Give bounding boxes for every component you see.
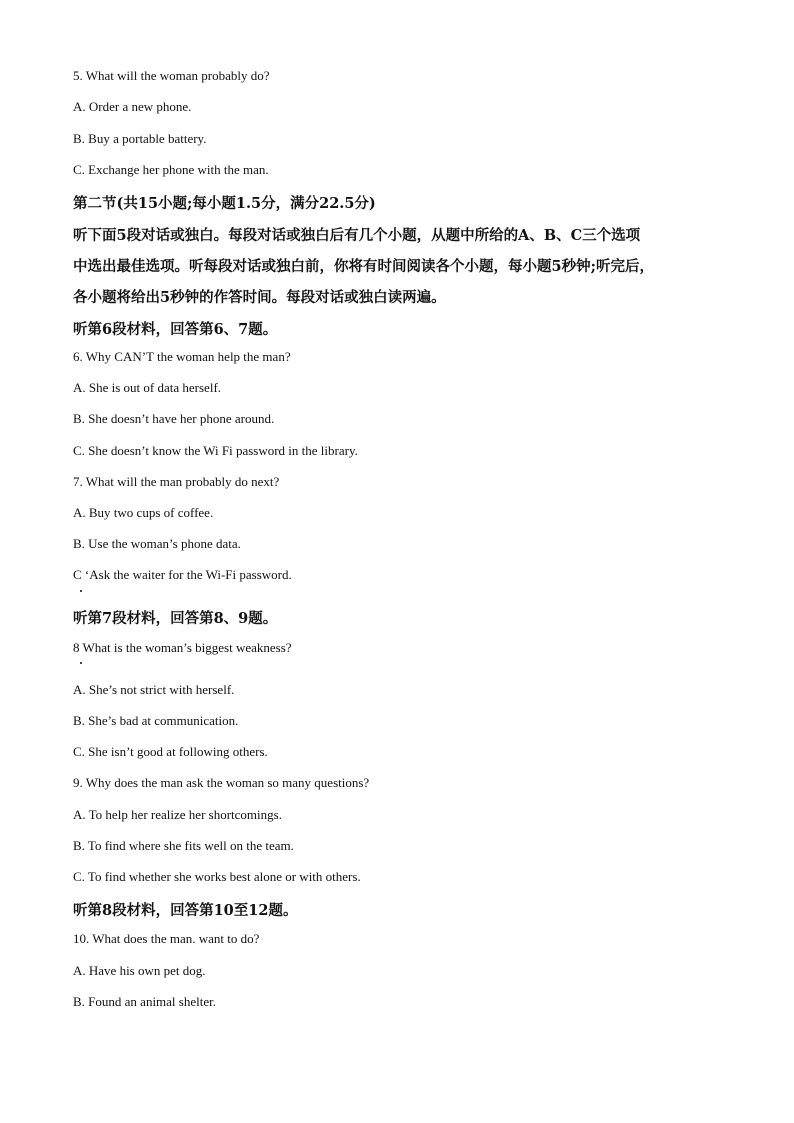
question-10: 10. What does the man. want to do?: [73, 931, 260, 946]
question-8-option-a: A. She’s not strict with herself.: [73, 682, 235, 697]
question-7: 7. What will the man probably do next?: [73, 474, 280, 489]
material-8-heading: 听第8段材料，回答第10至12题。: [73, 902, 298, 919]
question-5-option-a: A. Order a new phone.: [73, 99, 192, 114]
question-6-option-b: B. She doesn’t have her phone around.: [73, 411, 275, 426]
question-9-option-b: B. To find where she fits well on the team.: [73, 838, 294, 853]
question-8-option-c: C. She isn’t good at following others.: [73, 744, 268, 759]
stray-dot-mark: [80, 662, 82, 664]
question-9-option-c: C. To find whether she works best alone or with others.: [73, 869, 361, 884]
question-8-option-b: B. She’s bad at communication.: [73, 713, 239, 728]
question-5-option-b: B. Buy a portable battery.: [73, 131, 207, 146]
question-7-option-c: C ‘Ask the waiter for the Wi-Fi password.: [73, 567, 292, 582]
question-7-option-b: B. Use the woman’s phone data.: [73, 536, 241, 551]
question-7-option-a: A. Buy two cups of coffee.: [73, 505, 214, 520]
question-6-option-a: A. She is out of data herself.: [73, 380, 222, 395]
question-10-option-b: B. Found an animal shelter.: [73, 994, 216, 1009]
section-2-instructions-line-3: 各小题将给出5秒钟的作答时间。每段对话或独白读两遍。: [73, 289, 446, 306]
material-7-heading: 听第7段材料，回答第8、9题。: [73, 610, 278, 627]
section-2-title: 第二节(共15小题;每小题1.5分，满分22.5分): [73, 195, 376, 212]
section-2-instructions-line-1: 听下面5段对话或独白。每段对话或独白后有几个小题，从题中所给的A、B、C三个选项: [73, 227, 641, 244]
stray-dot-mark: [80, 590, 82, 592]
question-9-option-a: A. To help her realize her shortcomings.: [73, 807, 282, 822]
question-10-option-a: A. Have his own pet dog.: [73, 963, 206, 978]
question-8: 8 What is the woman’s biggest weakness?: [73, 640, 292, 655]
material-6-heading: 听第6段材料，回答第6、7题。: [73, 321, 278, 338]
question-6-option-c: C. She doesn’t know the Wi Fi password in the library.: [73, 443, 358, 458]
question-9: 9. Why does the man ask the woman so many questions?: [73, 775, 370, 790]
question-5-option-c: C. Exchange her phone with the man.: [73, 162, 269, 177]
question-5: 5. What will the woman probably do?: [73, 68, 270, 83]
section-2-instructions-line-2: 中选出最佳选项。听每段对话或独白前，你将有时间阅读各个小题，每小题5秒钟;听完后，: [73, 258, 654, 275]
question-6: 6. Why CAN’T the woman help the man?: [73, 349, 291, 364]
